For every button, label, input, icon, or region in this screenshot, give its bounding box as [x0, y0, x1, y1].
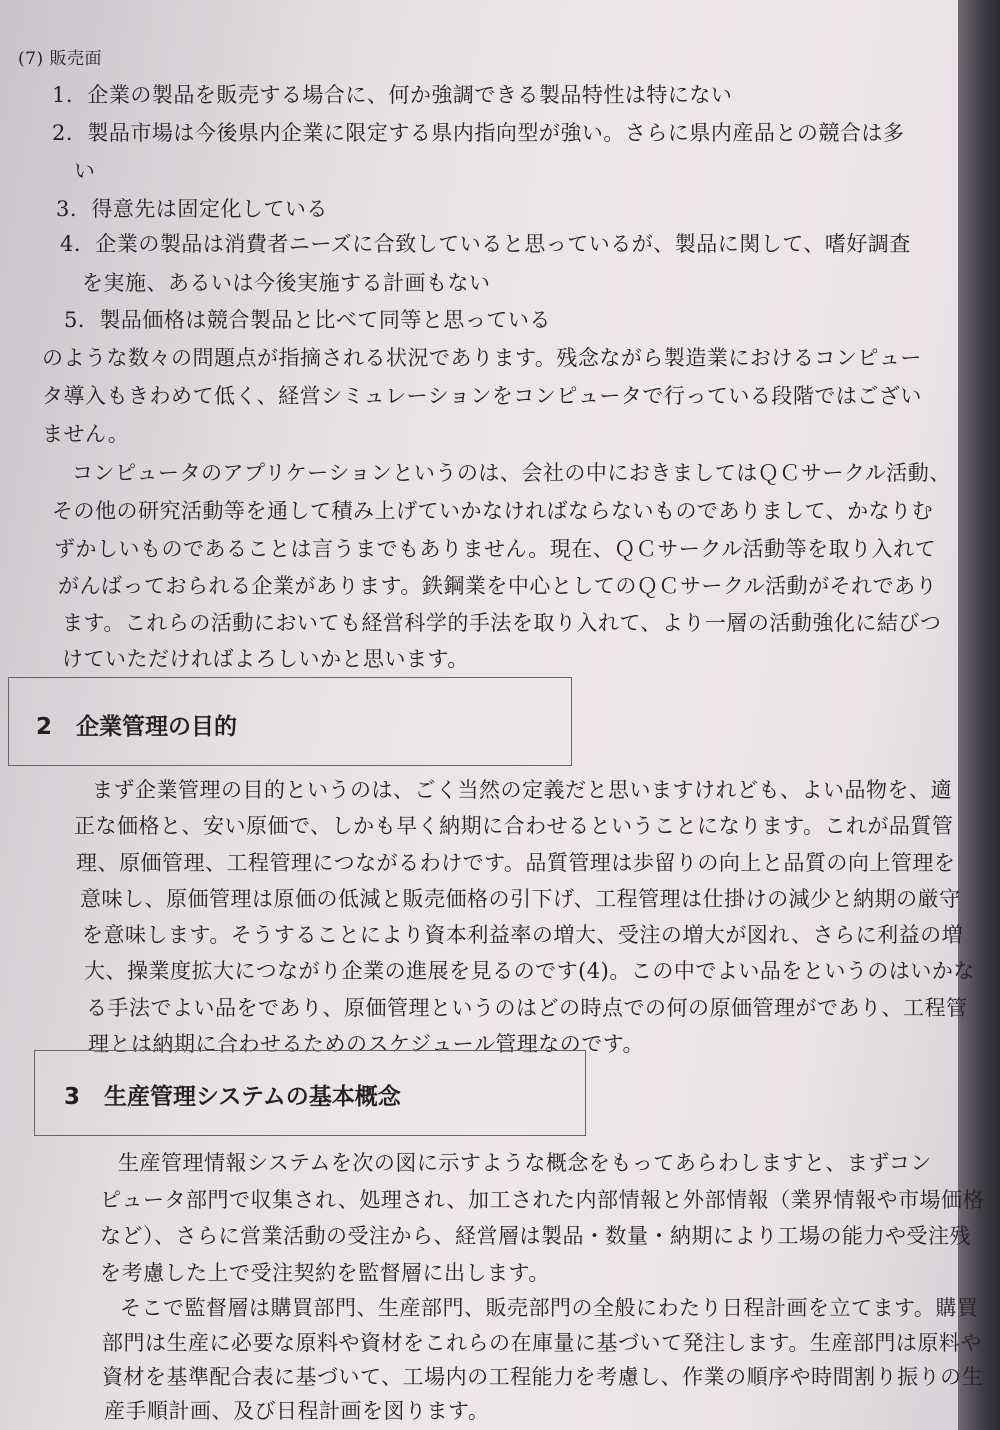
list-item-continuation: を実施、あるいは今後実施する計画もない	[82, 271, 491, 295]
paragraph-line: る手法でよい品をであり、原価管理というのはどの時点での何の原価管理がであり、工程管	[86, 996, 968, 1020]
paragraph-line: など）、さらに営業活動の受注から、経営層は製品・数量・納期により工場の能力や受注残	[100, 1224, 971, 1248]
list-item: 1．企業の製品を販売する場合に、何か強調できる製品特性は特にない	[52, 83, 733, 107]
list-item-continuation: い	[74, 159, 96, 183]
paragraph-line: そこで監督層は購買部門、生産部門、販売部門の全般にわたり日程計画を立てます。購買	[120, 1296, 979, 1320]
paragraph-line: のような数々の問題点が指摘される状況であります。残念ながら製造業におけるコンピュー	[42, 346, 922, 370]
paragraph-line: 部門は生産に必要な原料や資材をこれらの在庫量に基づいて発注します。生産部門は原料や	[102, 1331, 982, 1355]
paragraph-line: ます。これらの活動においても経営科学的手法を取り入れて、より一層の活動強化に結びつ	[62, 611, 942, 635]
page-binding-edge	[958, 0, 1000, 1430]
section-label: (7) 販売面	[18, 49, 102, 69]
paragraph-line: を考慮した上で受注契約を監督層に出します。	[100, 1261, 550, 1285]
paragraph-line: けていただければよろしいかと思います。	[62, 647, 469, 671]
paragraph-line: 意味し、原価管理は原価の低減と販売価格の引下げ、工程管理は仕掛けの減少と納期の厳守	[80, 887, 961, 911]
section-number: 2	[36, 714, 53, 740]
list-item: 3．得意先は固定化している	[56, 197, 328, 221]
paragraph-line: コンピュータのアプリケーションというのは、会社の中におきましてはＱＣサークル活動、	[72, 461, 951, 485]
paragraph-line: 大、操業度拡大につながり企業の進展を見るのです(4)。この中でよい品をというのはいかな	[84, 959, 975, 983]
section-title: 企業管理の目的	[76, 714, 238, 740]
paragraph-line: 産手順計画、及び日程計画を図ります。	[104, 1399, 490, 1423]
paragraph-line: 正な価格と、安い原価で、しかも早く納期に合わせるということになります。これが品質管	[74, 814, 954, 838]
paragraph-line: タ導入もきわめて低く、経営シミュレーションをコンピュータで行っている段階ではござい	[42, 384, 922, 408]
section-title: 生産管理システムの基本概念	[104, 1084, 401, 1110]
list-item: 2．製品市場は今後県内企業に限定する県内指向型が強い。さらに県内産品との競合は多	[52, 121, 905, 145]
paragraph-line: ずかしいものであることは言うまでもありません。現在、ＱＣサークル活動等を取り入れて	[54, 537, 937, 561]
paragraph-line: その他の研究活動等を通して積み上げていかなければならないものでありまして、かなりむ	[52, 499, 934, 523]
paragraph-line: ません。	[42, 422, 130, 446]
paragraph-line: を意味します。そうすることにより資本利益率の増大、受注の増大が図れ、さらに利益の増	[82, 923, 964, 947]
section-heading	[64, 1078, 401, 1111]
paragraph-line: まず企業管理の目的というのは、ごく当然の定義だと思いますけれども、よい品物を、適	[92, 778, 952, 802]
paragraph-line: 理とは納期に合わせるためのスケジュール管理なのです。	[88, 1032, 645, 1056]
list-item: 5．製品価格は競合製品と比べて同等と思っている	[64, 308, 551, 332]
section-heading	[36, 708, 237, 741]
paragraph-line: 生産管理情報システムを次の図に示すような概念をもってあらわしますと、まずコン	[118, 1151, 932, 1175]
list-item: 4．企業の製品は消費者ニーズに合致していると思っているが、製品に関して、嗜好調査	[60, 232, 911, 256]
paragraph-line: 理、原価管理、工程管理につながるわけです。品質管理は歩留りの向上と品質の向上管理を	[76, 851, 956, 875]
paragraph-line: ピュータ部門で収集され、処理され、加工された内部情報と外部情報（業界情報や市場価格	[100, 1188, 985, 1212]
paragraph-line: がんばっておられる企業があります。鉄鋼業を中心としてのＱＣサークル活動がそれであり	[58, 574, 938, 598]
section-number: 3	[64, 1084, 81, 1110]
paragraph-line: 資材を基準配合表に基づいて、工場内の工程能力を考慮し、作業の順序や時間割り振りの生	[102, 1365, 984, 1389]
